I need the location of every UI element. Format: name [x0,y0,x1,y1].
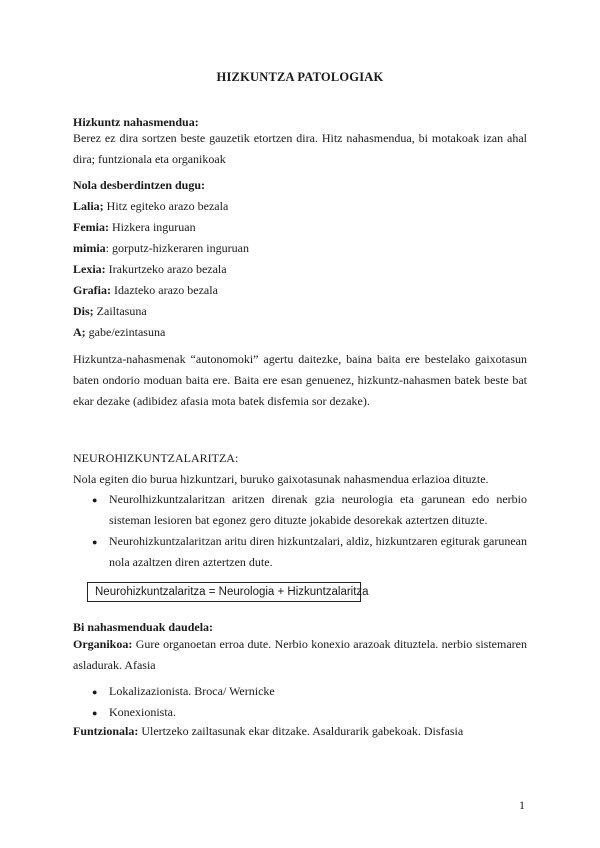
functional-desc: Ulertzeko zailtasunak ekar ditzake. Asaldurarik gabekoak. Disfasia [138,724,464,738]
page-title: HIZKUNTZA PATOLOGIAK [216,70,384,84]
definition-item [73,241,249,255]
definition-desc: Irakurtzeko arazo bezala [105,262,227,276]
definition-term: Femia: [73,220,109,234]
definition-item [73,283,218,297]
definition-term: Lalia; [73,199,104,213]
definition-term: A; [73,325,86,339]
definition-item [73,325,165,339]
definition-item [73,199,228,213]
section-heading-bi-nahasmenduak: Bi nahasmenduak daudela: [73,620,214,634]
list-item: Neurohizkuntzalaritzan aritu diren hizkuntzalari, aldiz, hizkuntzaren egiturak garunean nola azaltzen diren aztertzen dute. [109,534,527,569]
bullet-icon: ● [92,495,98,505]
definition-desc: Idazteko arazo bezala [111,283,218,297]
bullet-icon: ● [92,687,98,697]
definition-term: Lexia: [73,262,106,276]
formula-box: Neurohizkuntzalaritza = Neurologia + Hizkuntzalaritza [87,582,361,602]
list-item: Konexionista. [109,705,176,719]
section2-intro: Nola egiten dio burua hizkuntzari, buruko gaixotasunak nahasmendua erlazioa dituzte. [73,472,489,486]
functional-term: Funtzionala: [73,724,139,738]
definition-desc: : gorputz-hizkeraren inguruan [105,241,249,255]
organic-desc: Gure organoetan erroa dute. Nerbio konexio arazoak dituztela. nerbio sistemaren asladurak. Afasia [73,637,527,672]
list-item: Neurolhizkuntzalaritzan aritzen direnak gzia neurologia eta garunean edo nerbio sisteman lesioren bat egonez gero dituzte jokabide desorekak aztertzen dituzte. [109,492,527,527]
section-heading-hizkuntz-nahasmendua: Hizkuntz nahasmendua: [73,115,199,129]
definition-item [73,220,196,234]
section1-closing-paragraph: Hizkuntza-nahasmenak “autonomoki” agertu daitezke, baina baita ere bestelako gaixotasun baten ondorio moduan baita ere. Baita ere esan genuenez, hizkuntz-nahasmen batek beste bat ekar dezake (adibidez afasia mota batek disfemia sor dezake). [73,352,527,408]
section-heading-neurohizkuntzalaritza: NEUROHIZKUNTZALARITZA: [73,451,239,465]
definition-term: Dis; [73,304,94,318]
definition-desc: Hitz egiteko arazo bezala [103,199,229,213]
definition-term: Grafia: [73,283,111,297]
definition-item [73,262,227,276]
definition-desc: gabe/ezintasuna [85,325,166,339]
section-subheading-nola-desberdintzen: Nola desberdintzen dugu: [73,178,206,192]
definition-desc: Hizkera inguruan [108,220,196,234]
bullet-icon: ● [92,708,98,718]
definition-term: mimia [73,241,106,255]
functional-paragraph [73,724,463,738]
definition-desc: Zailtasuna [93,304,147,318]
section1-paragraph: Berez ez dira sortzen beste gauzetik etortzen dira. Hitz nahasmendua, bi motakoak izan ahal dira; funtzionala eta organikoak [73,131,527,166]
list-item: Lokalizazionista. Broca/ Wernicke [109,684,275,698]
bullet-icon: ● [92,537,98,547]
organic-paragraph [73,634,527,676]
definition-item [73,304,147,318]
organic-term: Organikoa: [73,637,133,651]
page-number: 1 [519,798,525,812]
